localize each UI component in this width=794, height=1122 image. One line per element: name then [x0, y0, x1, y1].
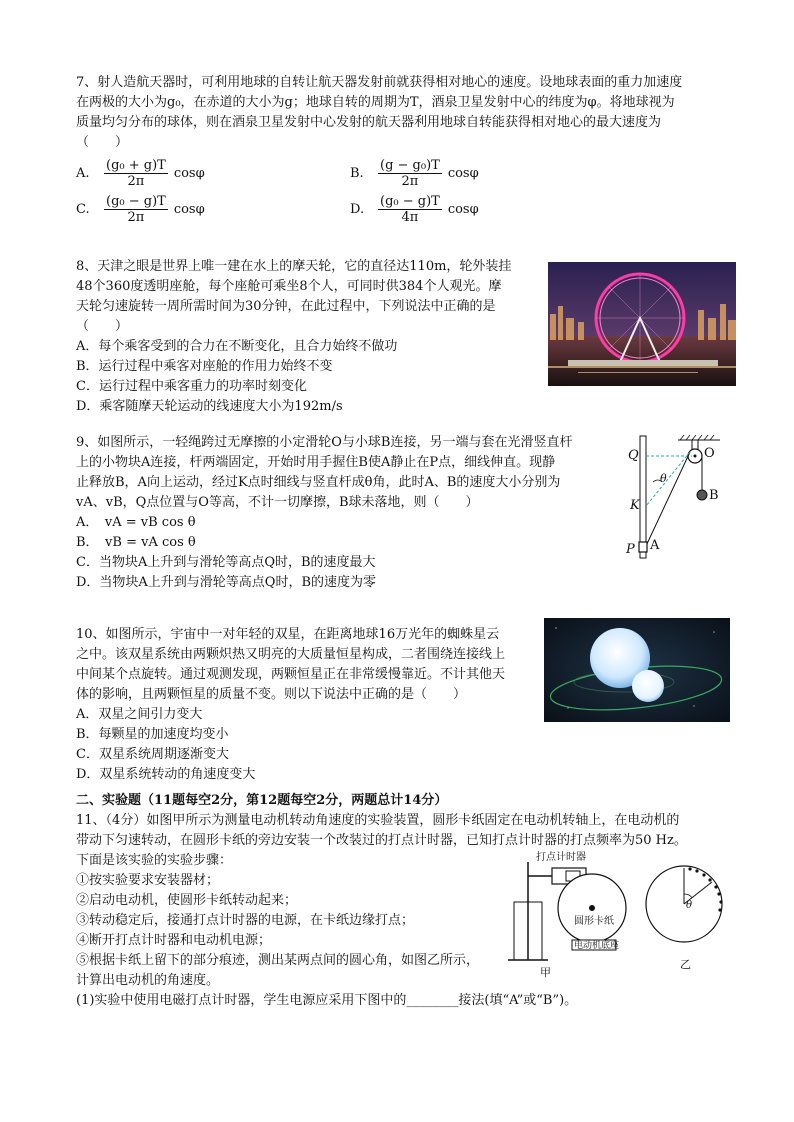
fraction — [104, 194, 168, 225]
label-jia: 甲 — [540, 966, 551, 978]
q8-line-3: 天轮匀速旋转一周所需时间为30分钟，在此过程中，下列说法中正确的是 — [76, 299, 496, 314]
q8-line-1: 8、天津之眼是世界上唯一建在水上的摩天轮，它的直径达110m，轮外装挂 — [76, 259, 512, 274]
q9-line-3: 止释放B，A向上运动，经过K点时细线与竖直杆成θ角，此时A、B的速度大小分别为 — [76, 475, 561, 490]
q11-step-1: ①按实验要求安装器材； — [76, 873, 220, 888]
q11-step-5: ⑤根据卡纸上留下的部分痕迹，测出某两点间的圆心角，如图乙所示， — [76, 953, 480, 968]
q8-option-c: C．运行过程中乘客重力的功率时刻变化 — [76, 379, 307, 394]
denominator: 2π — [127, 174, 145, 189]
binary-star-image — [544, 618, 730, 722]
q7-option-c — [76, 194, 205, 225]
q9-option-d: D．当物块A上升到与滑轮等高点Q时，B的速度为零 — [76, 575, 377, 590]
cos-term: cosφ — [173, 202, 205, 217]
q10-line-2: 之中。该双星系统由两颗炽热又明亮的大质量恒星构成，二者围绕连接线上 — [76, 647, 506, 662]
card-figure-yi — [640, 856, 730, 976]
q11-step-2: ②启动电动机，使圆形卡纸转动起来； — [76, 893, 298, 908]
label-k: K — [630, 498, 640, 513]
numerator: (g₀ − g)T — [380, 194, 440, 209]
q9-option-a: A． vA = vB cos θ — [76, 515, 196, 530]
q7-line-2: 在两极的大小为g₀，在赤道的大小为g；地球自转的周期为T，酒泉卫星发射中心的纬度为φ。将地球视为 — [76, 95, 675, 110]
label-b: B — [709, 488, 719, 503]
label-o: O — [704, 446, 715, 461]
q8-option-b: B．运行过程中乘客对座舱的作用力始终不变 — [76, 359, 333, 374]
option-label: C. — [76, 202, 90, 217]
q11-step-6: 计算出电动机的角速度。 — [76, 973, 220, 988]
ferris-wheel-photo — [548, 262, 736, 386]
numerator: (g − g₀)T — [380, 158, 440, 173]
q7-option-a — [76, 158, 205, 189]
cos-term: cosφ — [447, 202, 479, 217]
q10-line-1: 10、如图所示，宇宙中一对年轻的双星，在距离地球16万光年的蜘蛛星云 — [76, 627, 500, 642]
q11-step-4: ④断开打点计时器和电动机电源； — [76, 933, 272, 948]
q8-line-2: 48个360度透明座舱，每个座舱可乘坐8个人，可同时供384个人观光。摩 — [76, 279, 502, 294]
fraction — [378, 158, 442, 189]
q7-line-4: （ ） — [76, 135, 129, 150]
label-card: 圆形卡纸 — [574, 916, 614, 927]
label-theta: θ — [660, 472, 667, 485]
q8-option-a: A．每个乘客受到的合力在不断变化，且合力始终不做功 — [76, 339, 398, 354]
q9-line-1: 9、如图所示，一轻绳跨过无摩擦的小定滑轮O与小球B连接，另一端与套在光滑竖直杆 — [76, 435, 573, 450]
q10-option-d: D．双星系统转动的角速度变大 — [76, 767, 256, 782]
q11-line-1: 11、（4分）如图甲所示为测量电动机转动角速度的实验装置，圆形卡纸固定在电动机转轴上，在电动机的 — [76, 813, 680, 828]
label-p: P — [626, 542, 635, 557]
label-yi: 乙 — [680, 958, 691, 971]
numerator: (g₀ + g)T — [106, 158, 166, 173]
card-svg — [640, 856, 730, 956]
option-label: D. — [350, 202, 365, 217]
q10-option-c: C．双星系统周期逐渐变大 — [76, 747, 229, 762]
option-label: B. — [350, 166, 364, 181]
q11-step-3: ③转动稳定后，接通打点计时器的电源，在卡纸边缘打点； — [76, 913, 415, 928]
q7-line-1: 7、射人造航天器时，可利用地球的自转让航天器发射前就获得相对地心的速度。设地球表面的重力加速度 — [76, 75, 683, 90]
q8-option-d: D．乘客随摩天轮运动的线速度大小为192m/s — [76, 399, 343, 414]
q10-option-b: B．每颗星的加速度均变小 — [76, 727, 229, 742]
q9-line-2: 上的小物块A连接，杆两端固定，开始时用手握住B使A静止在P点，细线伸直。现静 — [76, 455, 556, 470]
denominator: 4π — [401, 210, 419, 225]
section-2-heading: 二、实验题（11题每空2分，第12题每空2分，两题总计14分） — [76, 793, 448, 808]
cos-term: cosφ — [173, 166, 205, 181]
label-a: A — [650, 538, 660, 553]
q8-line-4: （ ） — [76, 319, 129, 334]
q11-line-2: 带动下匀速转动，在圆形卡纸的旁边安装一个改装过的打点计时器，已知打点计时器的打点频率为50 Hz。 — [76, 833, 687, 848]
q10-line-4: 体的影响，且两颗恒星的质量不变。则以下说法中正确的是（ ） — [76, 687, 467, 702]
q7-option-b — [350, 158, 479, 189]
fraction — [104, 158, 168, 189]
numerator: (g₀ − g)T — [106, 194, 166, 209]
q10-option-a: A．双星之间引力变大 — [76, 707, 203, 722]
fraction — [378, 194, 442, 225]
option-label: A. — [76, 166, 90, 181]
pulley-diagram — [620, 432, 730, 562]
label-theta-yi: θ — [686, 900, 693, 911]
denominator: 2π — [127, 210, 145, 225]
label-base: 电动机底座 — [574, 941, 620, 951]
q9-option-c: C．当物块A上升到与滑轮等高点Q时，B的速度最大 — [76, 555, 376, 570]
cos-term: cosφ — [447, 166, 479, 181]
label-q: Q — [628, 448, 639, 463]
q7-line-3: 质量均匀分布的球体，则在酒泉卫星发射中心发射的航天器利用地球自转能获得相对地心的最大速度为 — [76, 115, 662, 130]
q7-option-d — [350, 194, 479, 225]
q10-line-3: 中间某个点旋转。通过观测发现，两颗恒星正在非常缓慢靠近。不计其他天 — [76, 667, 506, 682]
apparatus-figure-jia — [500, 848, 630, 978]
q9-option-b: B． vB = vA cos θ — [76, 535, 196, 550]
ferris-wheel-illustration — [548, 262, 736, 386]
q11-question-1: (1)实验中使用电磁打点计时器，学生电源应采用下图中的________接法(填“A”或“B”)。 — [76, 993, 578, 1008]
label-timer: 打点计时器 — [536, 852, 586, 863]
q9-line-4: vA、vB，Q点位置与O等高，不计一切摩擦，B球未落地，则（ ） — [76, 495, 479, 510]
binary-star-illustration — [544, 618, 730, 722]
q11-line-3: 下面是该实验的实验步骤： — [76, 853, 233, 868]
denominator: 2π — [401, 174, 419, 189]
